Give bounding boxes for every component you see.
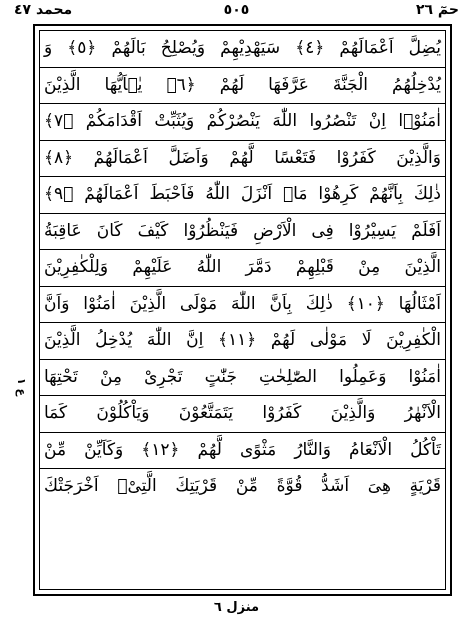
text-line: [40, 177, 445, 214]
text-line: [40, 250, 445, 287]
ayah-text: ذٰلِكَ بِاَنَّهُمْ كَرِهُوْا مَاۤ اَنْزَلَ اللّٰهُ فَاَحْبَطَ اَعْمَالَهُمْ ﴿٩﴾: [44, 184, 441, 204]
ayah-text: الَّذِيْنَ مِنْ قَبْلِهِمْ دَمَّرَ اللّٰهُ عَلَيْهِمْ وَلِلْكٰفِرِيْنَ: [44, 257, 441, 277]
manzil-footer: منزل ٦: [213, 600, 260, 615]
ayah-text: اٰمَنُوْۤا اِنْ تَنْصُرُوا اللّٰهَ يَنْصُرْكُمْ وَيُثَبِّتْ اَقْدَامَكُمْ ﴿٧﴾: [44, 111, 441, 131]
text-line: [40, 214, 445, 251]
ayah-text: اٰمَنُوْا وَعَمِلُوا الصّٰلِحٰتِ جَنّٰتٍ تَجْرِىْ مِنْ تَحْتِهَا: [44, 366, 441, 387]
quran-text-block: [40, 31, 445, 589]
text-line: [40, 287, 445, 324]
juz-name-header: حمٓ ٢٦: [415, 2, 459, 18]
text-line: [40, 433, 445, 470]
page-header: [0, 0, 473, 24]
surah-name-header: محمد ٤٧: [14, 2, 73, 18]
ayah-text: الْكٰفِرِيْنَ لَا مَوْلٰى لَهُمْ ﴿١١﴾ اِنَّ اللّٰهَ يُدْخِلُ الَّذِيْنَ: [44, 330, 442, 350]
ayah-text: يُضِلَّ اَعْمَالَهُمْ ﴿٤﴾ سَيَهْدِيْهِمْ وَيُصْلِحُ بَالَهُمْ ﴿٥﴾ وَ: [44, 38, 442, 58]
page-number: ٥٠٥: [223, 2, 250, 18]
text-line: [40, 31, 445, 68]
ayah-text: قَرْيَةٍ هِىَ اَشَدُّ قُوَّةً مِّنْ قَرْيَتِكَ الَّتِىْۤ اَخْرَجَتْكَ: [44, 476, 441, 496]
text-line: [40, 469, 445, 506]
text-line: [40, 68, 445, 105]
text-line: [40, 141, 445, 178]
ruku-marker: ع ١: [15, 378, 28, 397]
ayah-text: يُدْخِلُهُمُ الْجَنَّةَ عَرَّفَهَا لَهُمْ ﴿٦﴾ يٰۤاَيُّهَا الَّذِيْنَ: [44, 74, 441, 95]
ayah-text: الْاَنْهٰرُ وَالَّذِيْنَ كَفَرُوْا يَتَمَتَّعُوْنَ وَيَاْكُلُوْنَ كَمَا: [44, 403, 441, 423]
ayah-text: وَالَّذِيْنَ كَفَرُوْا فَتَعْسًا لَّهُمْ وَاَضَلَّ اَعْمَالَهُمْ ﴿٨﴾: [44, 147, 441, 168]
text-line: [40, 104, 445, 141]
ayah-text: اَمْثَالُهَا ﴿١٠﴾ ذٰلِكَ بِاَنَّ اللّٰهَ مَوْلَى الَّذِيْنَ اٰمَنُوْا وَاَنَّ: [44, 293, 441, 314]
ayah-text: اَفَلَمْ يَسِيْرُوْا فِى الْاَرْضِ فَيَنْظُرُوْا كَيْفَ كَانَ عَاقِبَةُ: [44, 220, 441, 241]
text-line: [40, 323, 445, 360]
text-line: [40, 396, 445, 433]
ayah-text: تَاْكُلُ الْاَنْعَامُ وَالنَّارُ مَثْوًى لَّهُمْ ﴿١٢﴾ وَكَاَيِّنْ مِّنْ: [44, 439, 441, 460]
text-line: [40, 360, 445, 397]
